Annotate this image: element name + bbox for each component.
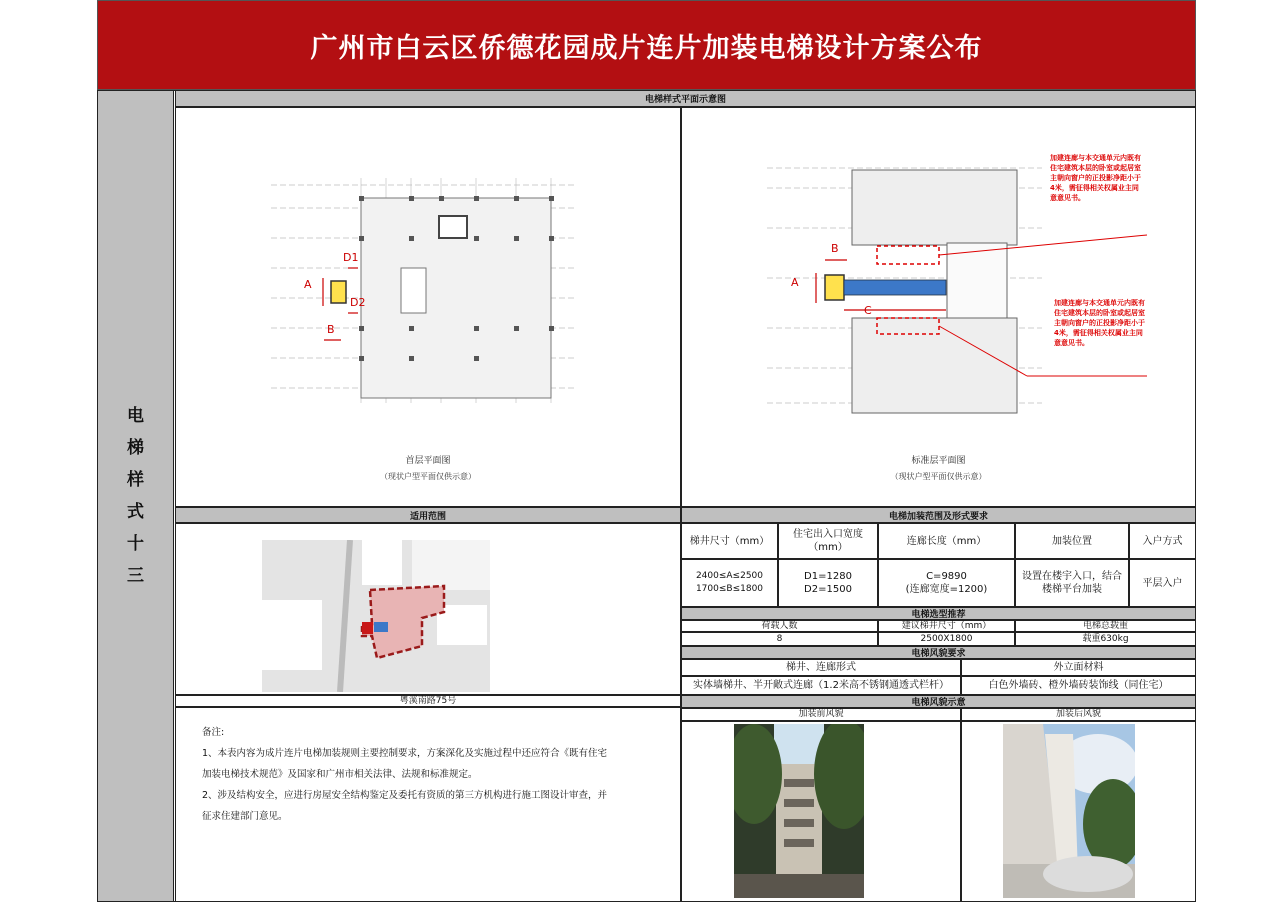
sel-val-capacity: 8 — [681, 632, 878, 646]
label-a: A — [304, 278, 312, 291]
style-req-header: 电梯风貌要求 — [681, 646, 1196, 659]
side-char: 电 — [127, 406, 144, 426]
notes-label: 备注: — [202, 727, 225, 738]
after-photo-cell — [961, 721, 1196, 902]
sel-col-load: 电梯总载重 — [1015, 620, 1196, 632]
red-note-upper: 加建连廊与本交通单元内既有住宅建筑本层的卧室或起居室主朝向窗户的正投影净距小于4米，需征得相关权属业主同意意见书。 — [1050, 154, 1141, 202]
label-b: B — [327, 323, 335, 336]
after-label: 加装后风貌 — [961, 708, 1196, 721]
label-d1: D1 — [343, 251, 359, 264]
style-col-material: 外立面材料 — [961, 659, 1196, 676]
standard-floor-note: （现状户型平面仅供示意） — [890, 472, 987, 481]
selection-header: 电梯选型推荐 — [681, 607, 1196, 620]
req-col-shaft-size: 梯井尺寸（mm） — [681, 523, 778, 559]
req-val-corridor-length: C=9890 (连廊宽度=1200) — [878, 559, 1015, 607]
standard-floor-title: 标准层平面图 — [911, 456, 966, 466]
req-col-position: 加装位置 — [1015, 523, 1129, 559]
notes-line-1: 1、本表内容为成片连片电梯加装规则主要控制要求，方案深化及实施过程中还应符合《既有住宅 — [202, 748, 608, 759]
before-photo — [734, 724, 864, 898]
ground-floor-plan — [176, 168, 680, 498]
scope-header: 适用范围 — [175, 507, 681, 523]
req-val-shaft-size: 2400≤A≤2500 1700≤B≤1800 — [681, 559, 778, 607]
side-char: 式 — [127, 502, 144, 522]
scope-map-panel — [175, 523, 681, 695]
notes-line-3: 2、涉及结构安全，应进行房屋安全结构鉴定及委托有资质的第三方机构进行施工图设计审查，并 — [202, 790, 608, 801]
plan-header: 电梯样式平面示意图 — [175, 90, 1196, 107]
requirements-header: 电梯加装范围及形式要求 — [681, 507, 1196, 523]
req-val-position: 设置在楼宇入口，结合楼梯平台加装 — [1015, 559, 1129, 607]
page-title: 广州市白云区侨德花园成片连片加装电梯设计方案公布 — [97, 0, 1196, 90]
ground-floor-title: 首层平面图 — [405, 456, 451, 466]
notes-line-4: 征求住建部门意见。 — [202, 811, 288, 822]
before-photo-cell — [681, 721, 961, 902]
notes-line-2: 加装电梯技术规范》及国家和广州市相关法律、法规和标准规定。 — [202, 769, 478, 780]
ground-floor-note: （现状户型平面仅供示意） — [380, 472, 476, 481]
standard-floor-panel — [681, 107, 1196, 507]
req-val-entrance-width: D1=1280 D2=1500 — [778, 559, 878, 607]
req-col-corridor-length: 连廊长度（mm） — [878, 523, 1015, 559]
req-col-entry-method: 入户方式 — [1129, 523, 1196, 559]
side-label — [127, 400, 144, 592]
notes-panel — [175, 707, 681, 902]
scope-caption: 粤溪南路75号 — [175, 695, 681, 707]
sel-val-shaft-size: 2500X1800 — [878, 632, 1015, 646]
side-char: 梯 — [127, 438, 144, 458]
ground-floor-panel — [175, 107, 681, 507]
style-val-material: 白色外墙砖、橙外墙砖装饰线（同住宅） — [961, 676, 1196, 695]
req-val-entry-method: 平层入户 — [1129, 559, 1196, 607]
style-val-form: 实体墙梯井、半开敞式连廊（1.2米高不锈钢通透式栏杆） — [681, 676, 961, 695]
sel-col-shaft-size: 建议梯井尺寸（mm） — [878, 620, 1015, 632]
req-col-entrance-width: 住宅出入口宽度（mm） — [778, 523, 878, 559]
side-char: 样 — [127, 470, 144, 490]
after-photo — [1003, 724, 1135, 898]
std-label-a: A — [791, 276, 799, 289]
sel-val-load: 载重630kg — [1015, 632, 1196, 646]
red-note-lower: 加建连廊与本交通单元内既有住宅建筑本层的卧室或起居室主朝向窗户的正投影净距小于4米，需征得相关权属业主同意意见书。 — [1054, 299, 1145, 347]
site-map — [262, 540, 490, 692]
label-d2: D2 — [350, 296, 366, 309]
std-label-c: C — [864, 304, 872, 317]
sel-col-capacity: 荷载人数 — [681, 620, 878, 632]
before-label: 加装前风貌 — [681, 708, 961, 721]
style-col-form: 梯井、连廊形式 — [681, 659, 961, 676]
side-label-column — [98, 91, 174, 901]
std-label-b: B — [831, 242, 839, 255]
side-char: 三 — [127, 566, 144, 586]
style-demo-header: 电梯风貌示意 — [681, 695, 1196, 708]
side-char: 十 — [127, 534, 144, 554]
